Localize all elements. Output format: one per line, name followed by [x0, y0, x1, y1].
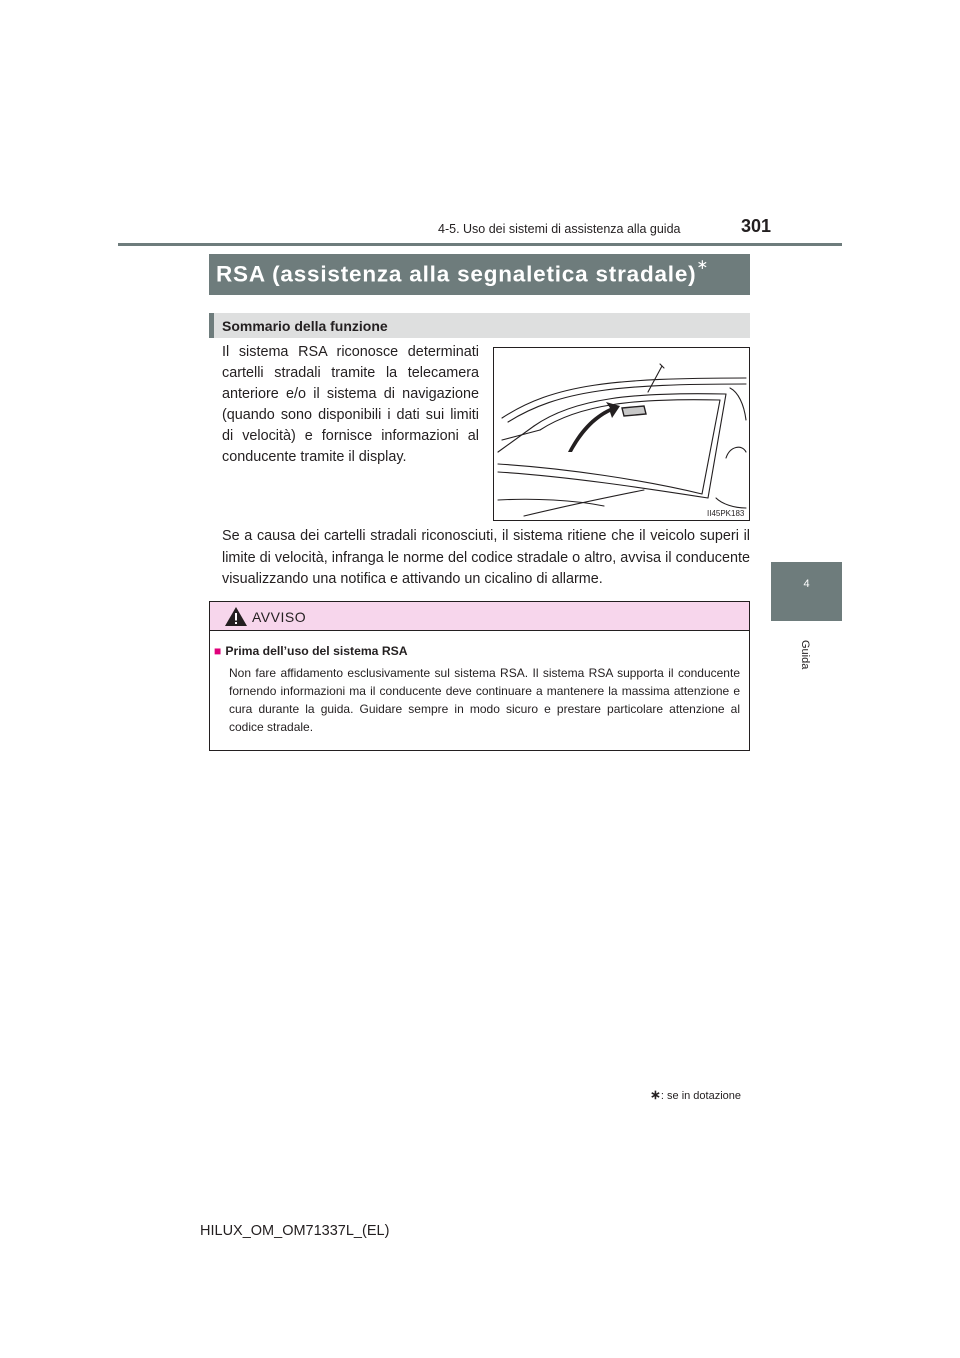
footnote-mark: ∗ — [650, 1087, 661, 1102]
page-number: 301 — [741, 216, 772, 236]
subheading: Sommario della funzione — [222, 318, 388, 334]
chapter-number: 4 — [803, 578, 810, 590]
windshield-camera-illustration — [494, 348, 749, 520]
warning-item-title: Prima dell’uso del sistema RSA — [225, 644, 408, 658]
section-title-bar — [209, 254, 750, 295]
warning-item-text: Non fare affidamento esclusivamente sul sistema RSA. Il sistema RSA supporta il conducente fornendo informazioni ma il conducente deve continuare a mantenere la massima attenzione e cura durante la guida. Guidare sempre in modo sicuro e prestare particolare attenzione al codice stradale. — [229, 666, 740, 734]
body-paragraph: Se a causa dei cartelli stradali riconosciuti, il sistema ritiene che il veicolo superi il limite di velocità, infranga le norme del codice stradale o altro, avvisa il conducente visualizzando una notifica e attivando un cicalino di allarme. — [222, 528, 750, 587]
optional-equipment-marker: ∗ — [696, 256, 709, 272]
warning-triangle-icon — [224, 606, 248, 627]
subheading-accent — [209, 313, 214, 338]
footer-document-code: HILUX_OM_OM71337L_(EL) — [200, 1223, 390, 1239]
subheading-bar — [209, 313, 750, 338]
warning-title: AVVISO — [252, 609, 307, 625]
header-divider — [118, 243, 842, 246]
figure-code: II45PK183 — [707, 509, 745, 518]
section-title: RSA (assistenza alla segnaletica stradale) — [216, 261, 697, 287]
warning-item-heading — [214, 644, 408, 658]
header-section-title: 4-5. Uso dei sistemi di assistenza alla guida — [438, 222, 681, 236]
intro-paragraph: Il sistema RSA riconosce determinati cartelli stradali tramite la telecamera anteriore e/o il sistema di navigazione (quando sono disponibili i dati sui limiti di velocità) e fornisce informazioni al conducente tramite il display. — [222, 344, 479, 465]
chapter-tab — [771, 562, 842, 621]
windshield-figure — [493, 347, 750, 521]
footnote-text: : se in dotazione — [660, 1090, 742, 1102]
footnote — [650, 1087, 741, 1103]
square-bullet-icon: ■ — [214, 644, 222, 658]
chapter-label: Guida — [799, 640, 811, 670]
